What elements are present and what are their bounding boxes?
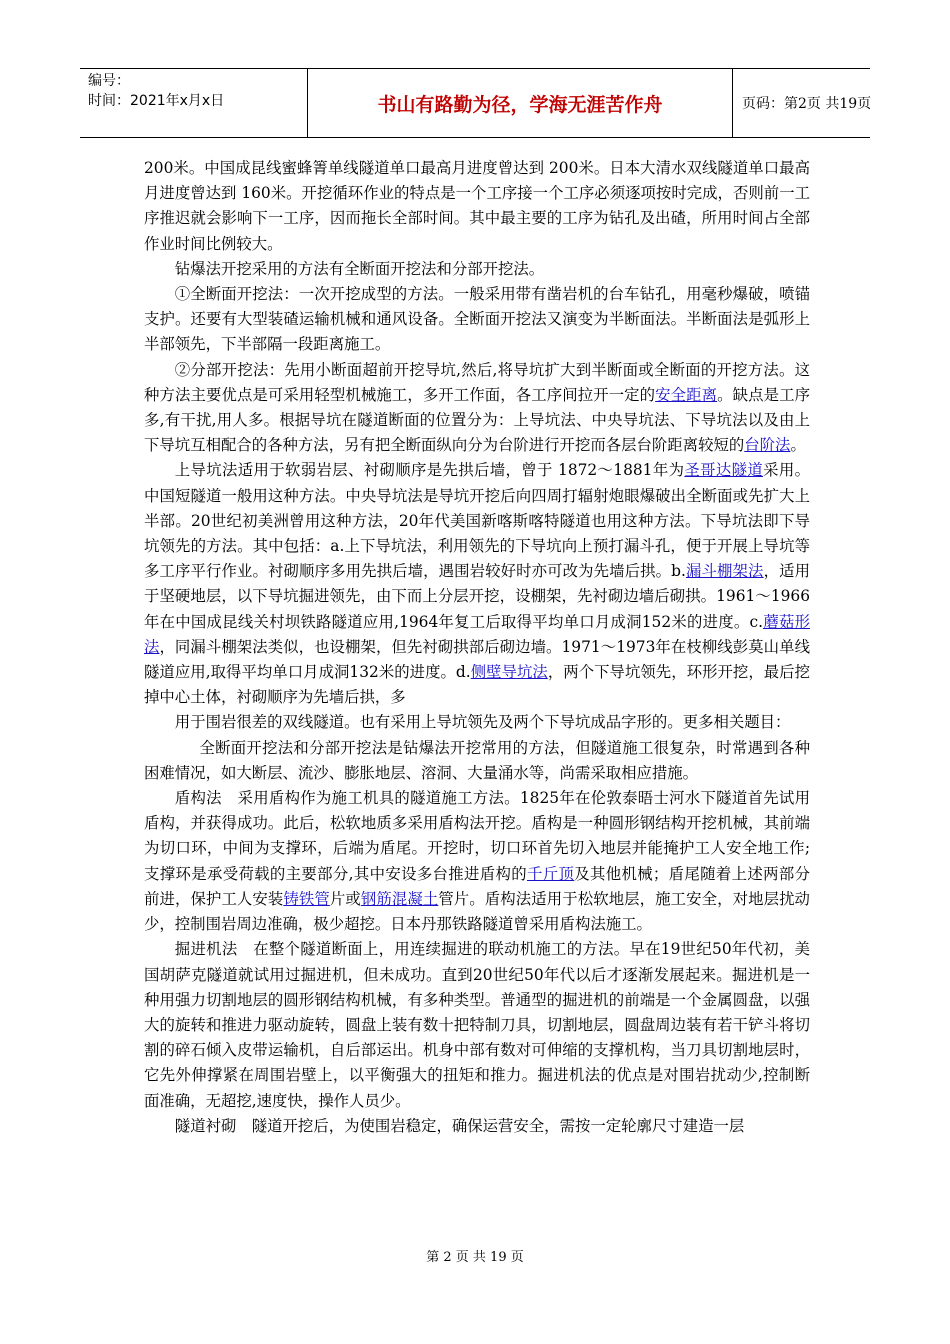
- link-cast-iron-pipe[interactable]: 铸铁管: [283, 889, 330, 908]
- page-header: [80, 68, 870, 138]
- paragraph: 全断面开挖法和分部开挖法是钻爆法开挖常用的方法，但隧道施工很复杂，时常遇到各种困难情况，如大断层、流沙、膨胀地层、溶洞、大量涌水等，尚需采取相应措施。: [144, 738, 810, 782]
- paragraph: 用于围岩很差的双线隧道。也有采用上导坑领先及两个下导坑成品字形的。更多相关题目：: [174, 713, 791, 732]
- paragraph: [144, 358, 810, 459]
- paragraph-text: 上导坑法适用于软弱岩层、衬砌顺序是先拱后墙，曾于 1872～1881年为: [174, 461, 685, 480]
- document-date: 时间：2021年x月x日: [88, 93, 225, 109]
- paragraph-text: 及其他机械；盾尾随着上述两部分前进，保护工人安装: [144, 864, 810, 908]
- link-side-drift-method[interactable]: 侧壁导坑法: [470, 663, 548, 682]
- paragraph-text: ②分部开挖法：先用小断面超前开挖导坑,然后,将导坑扩大到半断面或全断面的开挖方法。这种方法主要优点是可采用轻型机械施工，多开工作面，各工序间拉开一定的: [144, 360, 810, 404]
- header-page-info: 页码：第2页 共19页: [742, 96, 872, 112]
- paragraph: [144, 458, 810, 710]
- link-mushroom-method[interactable]: 蘑菇形法: [144, 612, 810, 656]
- link-funnel-shed-method[interactable]: 漏斗棚架法: [685, 562, 764, 581]
- paragraph: 钻爆法开挖采用的方法有全断面开挖法和分部开挖法。: [174, 259, 545, 278]
- link-safety-distance[interactable]: 安全距离: [655, 385, 718, 404]
- link-gotthard-tunnel[interactable]: 圣哥达隧道: [684, 461, 764, 480]
- paragraph-text: ，两个下导坑领先，环形开挖，最后挖掉中心土体，衬砌顺序为先墙后拱，多: [144, 663, 810, 707]
- link-jack[interactable]: 千斤顶: [527, 864, 575, 883]
- link-bench-method[interactable]: 台阶法: [744, 436, 791, 455]
- paragraph: ①全断面开挖法：一次开挖成型的方法。一般采用带有凿岩机的台车钻孔，用毫秒爆破，喷锚支护。还要有大型装碴运输机械和通风设备。全断面开挖法又演变为半断面法。半断面法是弧形上半部领先，下半部隔一段距离施工。: [144, 285, 810, 354]
- paragraph-text: 盾构法 采用盾构作为施工机具的隧道施工方法。1825年在伦敦泰晤士河水下隧道首先试用盾构，并获得成功。此后，松软地质多采用盾构法开挖。盾构是一种圆形钢结构开挖机械，其前端为切口环，中间为支撑环，后端为盾尾。开挖时，切口环首先切入地层并能掩护工人安全地工作;支撑环是承受荷载的主要部分,其中安设多台推进盾构的: [144, 789, 810, 883]
- link-reinforced-concrete[interactable]: 钢筋混凝土: [360, 889, 439, 908]
- document-number-label: 编号：: [88, 73, 130, 89]
- paragraph-text: ，同漏斗棚架法类似，也设棚架，但先衬砌拱部后砌边墙。1971～1973年在枝柳线彭莫山单线隧道应用,取得平均单口月成洞132米的进度。d.: [144, 637, 810, 682]
- header-motto: 书山有路勤为径，学海无涯苦作舟: [308, 69, 733, 137]
- paragraph: 隧道衬砌 隧道开挖后，为使围岩稳定，确保运营安全，需按一定轮廓尺寸建造一层: [174, 1116, 745, 1135]
- paragraph: [144, 786, 810, 937]
- paragraph-text: 。缺点是工序多,有干扰,用人多。根据导坑在隧道断面的位置分为：上导坑法、中央导坑法、下导坑法以及由上下导坑互相配合的各种方法，另有把全断面纵向分为台阶进行开挖而各层台阶距离较短的: [144, 385, 810, 455]
- paragraph: 掘进机法 在整个隧道断面上，用连续掘进的联动机施工的方法。早在19世纪50年代初，美国胡萨克隧道就试用过掘进机，但未成功。直到20世纪50年代以后才逐渐发展起来。掘进机是一种用强力切割地层的圆形钢结构机械，有多种类型。普通型的掘进机的前端是一个金属圆盘，以强大的旋转和推进力驱动旋转，圆盘上装有数十把特制刀具，切割地层，圆盘周边装有若干铲斗将切割的碎石倾入皮带运输机，自后部运出。机身中部有数对可伸缩的支撑机构，当刀具切割地层时，它先外伸撑紧在周围岩壁上，以平衡强大的扭矩和推力。掘进机法的优点是对围岩扰动少,控制断面准确，无超挖,速度快，操作人员少。: [144, 940, 810, 1110]
- paragraph-text: 。: [790, 436, 806, 455]
- document-body: [144, 156, 810, 1139]
- paragraph: 200米。中国成昆线蜜蜂箐单线隧道单口最高月进度曾达到 200米。日本大清水双线隧道单口最高月进度曾达到 160米。开挖循环作业的特点是一个工序接一个工序必须逐项按时完成，否则前一工序推迟就会影响下一工序，因而拖长全部时间。其中最主要的工序为钻孔及出碴，所用时间占全部作业时间比例较大。: [144, 159, 810, 253]
- paragraph-text: ，适用于坚硬地层，以下导坑掘进领先，由下而上分层开挖，设棚架，先衬砌边墙后砌拱。1961～1966年在中国成昆线关村坝铁路隧道应用,1964年复工后取得平均单口月成洞152米的进度。c.: [144, 562, 810, 631]
- paragraph-text: 管片。盾构法适用于松软地层，施工安全，对地层扰动少，控制围岩周边准确，极少超挖。日本丹那铁路隧道曾采用盾构法施工。: [144, 889, 810, 934]
- header-meta: [80, 69, 308, 137]
- paragraph-text: 采用。中国短隧道一般用这种方法。中央导坑法是导坑开挖后向四周打辐射炮眼爆破出全断面或先扩大上半部。20世纪初美洲曾用这种方法，20年代美国新喀斯喀特隧道也用这种方法。下导坑法即下导坑领先的方法。其中包括：a.上下导坑法，利用领先的下导坑向上预打漏斗孔，便于开展上导坑等多工序平行作业。衬砌顺序多用先拱后墙，遇围岩较好时亦可改为先墙后拱。b.: [144, 461, 810, 581]
- paragraph-text: 片或: [329, 889, 361, 908]
- page-footer: 第 2 页 共 19 页: [426, 1250, 524, 1265]
